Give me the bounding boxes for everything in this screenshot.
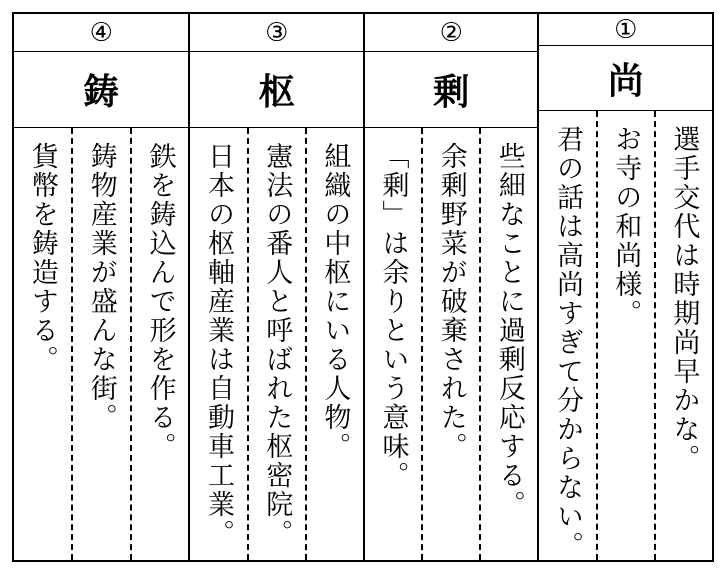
- example-sentence: 「剰」は余りという意味。: [377, 142, 409, 490]
- kanji-worksheet: [12, 12, 714, 562]
- example-sentence: 組織の中枢にいる人物。: [319, 142, 351, 461]
- example-sentences: [365, 128, 538, 560]
- kanji-character: 枢: [190, 52, 363, 128]
- kanji-character: 剰: [365, 52, 538, 128]
- sentence-column: [14, 128, 73, 560]
- sentence-column: [481, 128, 537, 560]
- example-sentences: [14, 128, 188, 560]
- block-number: ①: [539, 14, 712, 46]
- sentence-column: [598, 111, 656, 560]
- example-sentence: 選手交代は時期尚早かな。: [668, 125, 700, 473]
- kanji-character: 鋳: [14, 52, 188, 128]
- example-sentence: お寺の和尚様。: [610, 125, 642, 328]
- sentence-column: [423, 128, 481, 560]
- example-sentence: 些細なことに過剰反応する。: [493, 142, 525, 519]
- example-sentences: [539, 111, 712, 560]
- sentence-column: [365, 128, 423, 560]
- sentence-column: [249, 128, 307, 560]
- block-number: ③: [190, 14, 363, 52]
- kanji-block-3: [188, 14, 363, 560]
- example-sentence: 余剰野菜が破棄された。: [435, 142, 467, 461]
- sentence-column: [132, 128, 189, 560]
- example-sentence: 君の話は高尚すぎて分からない。: [552, 125, 584, 560]
- example-sentences: [190, 128, 363, 560]
- example-sentence: 鋳物産業が盛んな街。: [85, 142, 117, 432]
- example-sentence: 鉄を鋳込んで形を作る。: [144, 142, 176, 461]
- sentence-column: [73, 128, 132, 560]
- sentence-column: [307, 128, 363, 560]
- block-number: ④: [14, 14, 188, 52]
- kanji-character: 尚: [539, 46, 712, 111]
- example-sentence: 日本の枢軸産業は自動車工業。: [203, 142, 235, 548]
- kanji-block-1: [537, 14, 712, 560]
- example-sentence: 貨幣を鋳造する。: [26, 142, 58, 374]
- sentence-column: [539, 111, 597, 560]
- kanji-block-2: [363, 14, 538, 560]
- block-number: ②: [365, 14, 538, 52]
- sentence-column: [656, 111, 712, 560]
- example-sentence: 憲法の番人と呼ばれた枢密院。: [261, 142, 293, 548]
- kanji-block-4: [14, 14, 188, 560]
- sentence-column: [190, 128, 248, 560]
